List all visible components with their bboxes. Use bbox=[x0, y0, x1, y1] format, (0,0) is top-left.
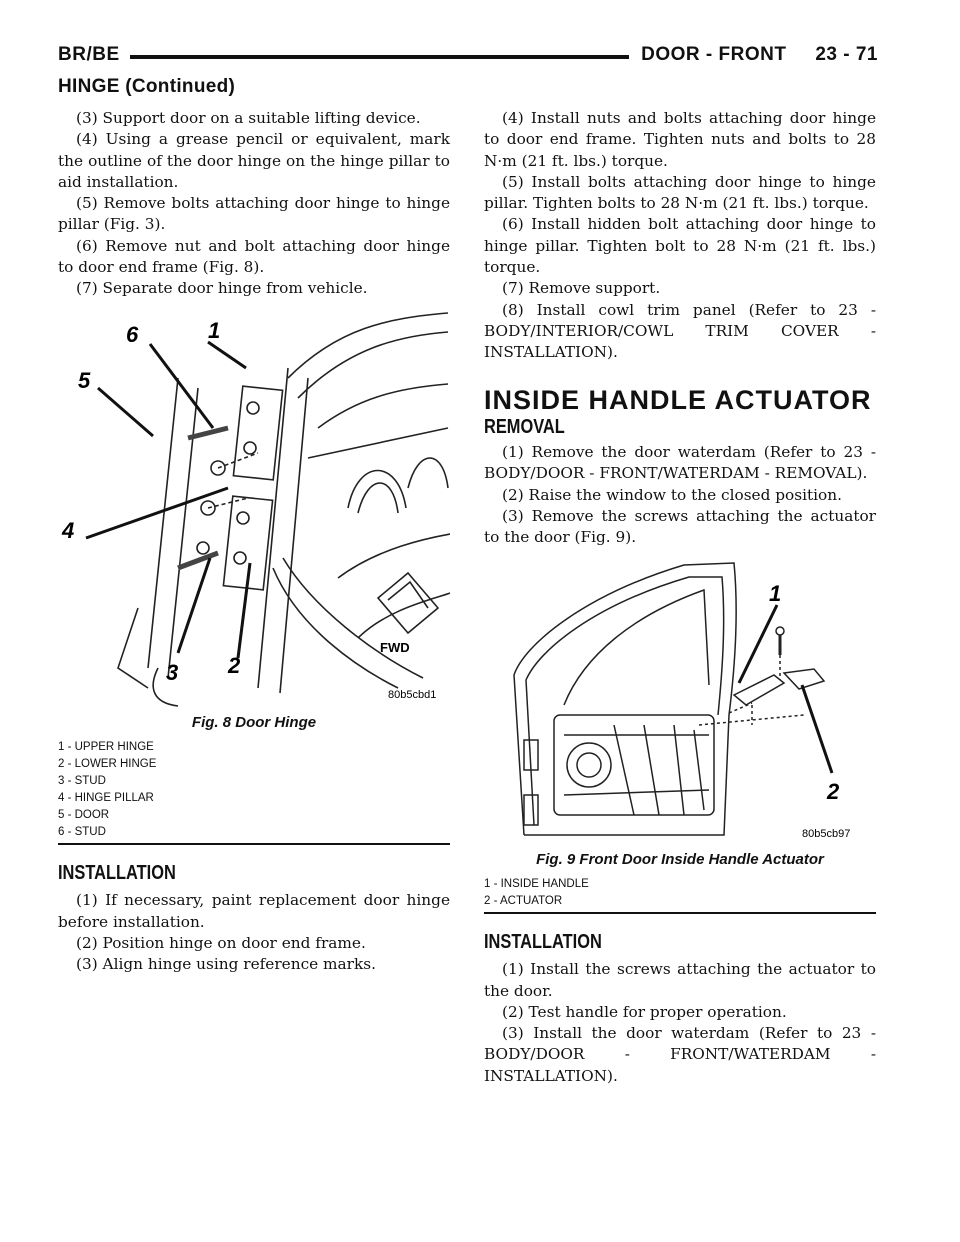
paragraph: (3) Install the door waterdam (Refer to 23 - BODY/DOOR - FRONT/WATERDAM - INSTALLATION). bbox=[484, 1024, 876, 1085]
paragraph: (3) Support door on a suitable lifting device. bbox=[76, 109, 421, 127]
paragraph: (7) Remove support. bbox=[502, 279, 661, 298]
header-model: BR/BE bbox=[58, 44, 130, 66]
paragraph: (3) Align hinge using reference marks. bbox=[76, 955, 376, 974]
paragraph: (4) Install nuts and bolts attaching door hinge to door end frame. Tighten nuts and bolts to 28 N·m (21 ft. lbs.) torque. bbox=[484, 109, 876, 170]
figure-8-door-hinge bbox=[58, 308, 450, 845]
paragraph: (2) Raise the window to the closed position. bbox=[502, 485, 842, 504]
paragraph: (7) Separate door hinge from vehicle. bbox=[76, 279, 368, 298]
door-hinge-illustration bbox=[58, 308, 450, 708]
figure-9-inside-handle-actuator bbox=[484, 555, 876, 914]
left-column bbox=[58, 108, 450, 975]
figure-caption: Fig. 8 Door Hinge bbox=[191, 713, 317, 731]
main-section-heading: INSIDE HANDLE ACTUATOR bbox=[484, 384, 872, 415]
legend-item: 4 - HINGE PILLAR bbox=[58, 791, 154, 804]
door-actuator-illustration bbox=[484, 555, 876, 845]
callout-3: 3 bbox=[166, 659, 179, 685]
legend-item: 2 - LOWER HINGE bbox=[58, 757, 157, 770]
callout-6: 6 bbox=[126, 321, 139, 347]
paragraph: (6) Remove nut and bolt attaching door hinge to door end frame (Fig. 8). bbox=[58, 236, 450, 277]
removal-heading: REMOVAL bbox=[484, 415, 565, 438]
paragraph: (2) Position hinge on door end frame. bbox=[76, 933, 366, 952]
section-continued-title: HINGE (Continued) bbox=[58, 76, 236, 97]
installation-heading: INSTALLATION bbox=[58, 861, 176, 884]
paragraph: (5) Install bolts attaching door hinge to hinge pillar. Tighten bolts to 28 N·m (21 ft. lbs.) torque. bbox=[484, 172, 876, 213]
right-column bbox=[484, 108, 876, 1087]
callout-1: 1 bbox=[208, 317, 221, 343]
figure-code: 80b5cbd1 bbox=[388, 688, 437, 701]
legend-item: 3 - STUD bbox=[58, 774, 106, 787]
paragraph: (1) If necessary, paint replacement door hinge before installation. bbox=[58, 891, 450, 931]
legend-item: 1 - INSIDE HANDLE bbox=[484, 877, 589, 890]
paragraph: (6) Install hidden bolt attaching door hinge to hinge pillar. Tighten bolt to 28 N·m (21 ft. lbs.) torque. bbox=[484, 215, 876, 277]
paragraph: (1) Install the screws attaching the actuator to the door. bbox=[484, 960, 876, 1000]
callout-4: 4 bbox=[62, 517, 75, 543]
figure-caption: Fig. 9 Front Door Inside Handle Actuator bbox=[536, 850, 824, 868]
paragraph: (8) Install cowl trim panel (Refer to 23 - BODY/INTERIOR/COWL TRIM COVER - INSTALLATION). bbox=[484, 300, 876, 362]
callout-2: 2 bbox=[228, 652, 241, 678]
header-section-page: DOOR - FRONT 23 - 71 bbox=[629, 44, 878, 66]
paragraph: (3) Remove the screws attaching the actuator to the door (Fig. 9). bbox=[484, 507, 876, 547]
paragraph: (1) Remove the door waterdam (Refer to 23 - BODY/DOOR - FRONT/WATERDAM - REMOVAL). bbox=[484, 443, 876, 483]
page-header bbox=[58, 44, 878, 74]
figure-rule bbox=[484, 912, 876, 914]
callout-1: 1 bbox=[769, 580, 782, 606]
installation-heading: INSTALLATION bbox=[484, 930, 602, 953]
paragraph: (2) Test handle for proper operation. bbox=[502, 1002, 787, 1021]
legend-item: 2 - ACTUATOR bbox=[484, 894, 563, 907]
legend-item: 5 - DOOR bbox=[58, 808, 110, 821]
legend-item: 1 - UPPER HINGE bbox=[58, 740, 154, 753]
fwd-label: FWD bbox=[380, 639, 410, 655]
callout-5: 5 bbox=[78, 367, 91, 393]
callout-2: 2 bbox=[827, 778, 840, 804]
paragraph: (4) Using a grease pencil or equivalent, mark the outline of the door hinge on the hinge pillar to aid installation. bbox=[58, 130, 450, 191]
legend-item: 6 - STUD bbox=[58, 825, 106, 838]
figure-code: 80b5cb97 bbox=[802, 827, 851, 840]
figure-rule bbox=[58, 843, 450, 845]
paragraph: (5) Remove bolts attaching door hinge to hinge pillar (Fig. 3). bbox=[58, 194, 450, 234]
